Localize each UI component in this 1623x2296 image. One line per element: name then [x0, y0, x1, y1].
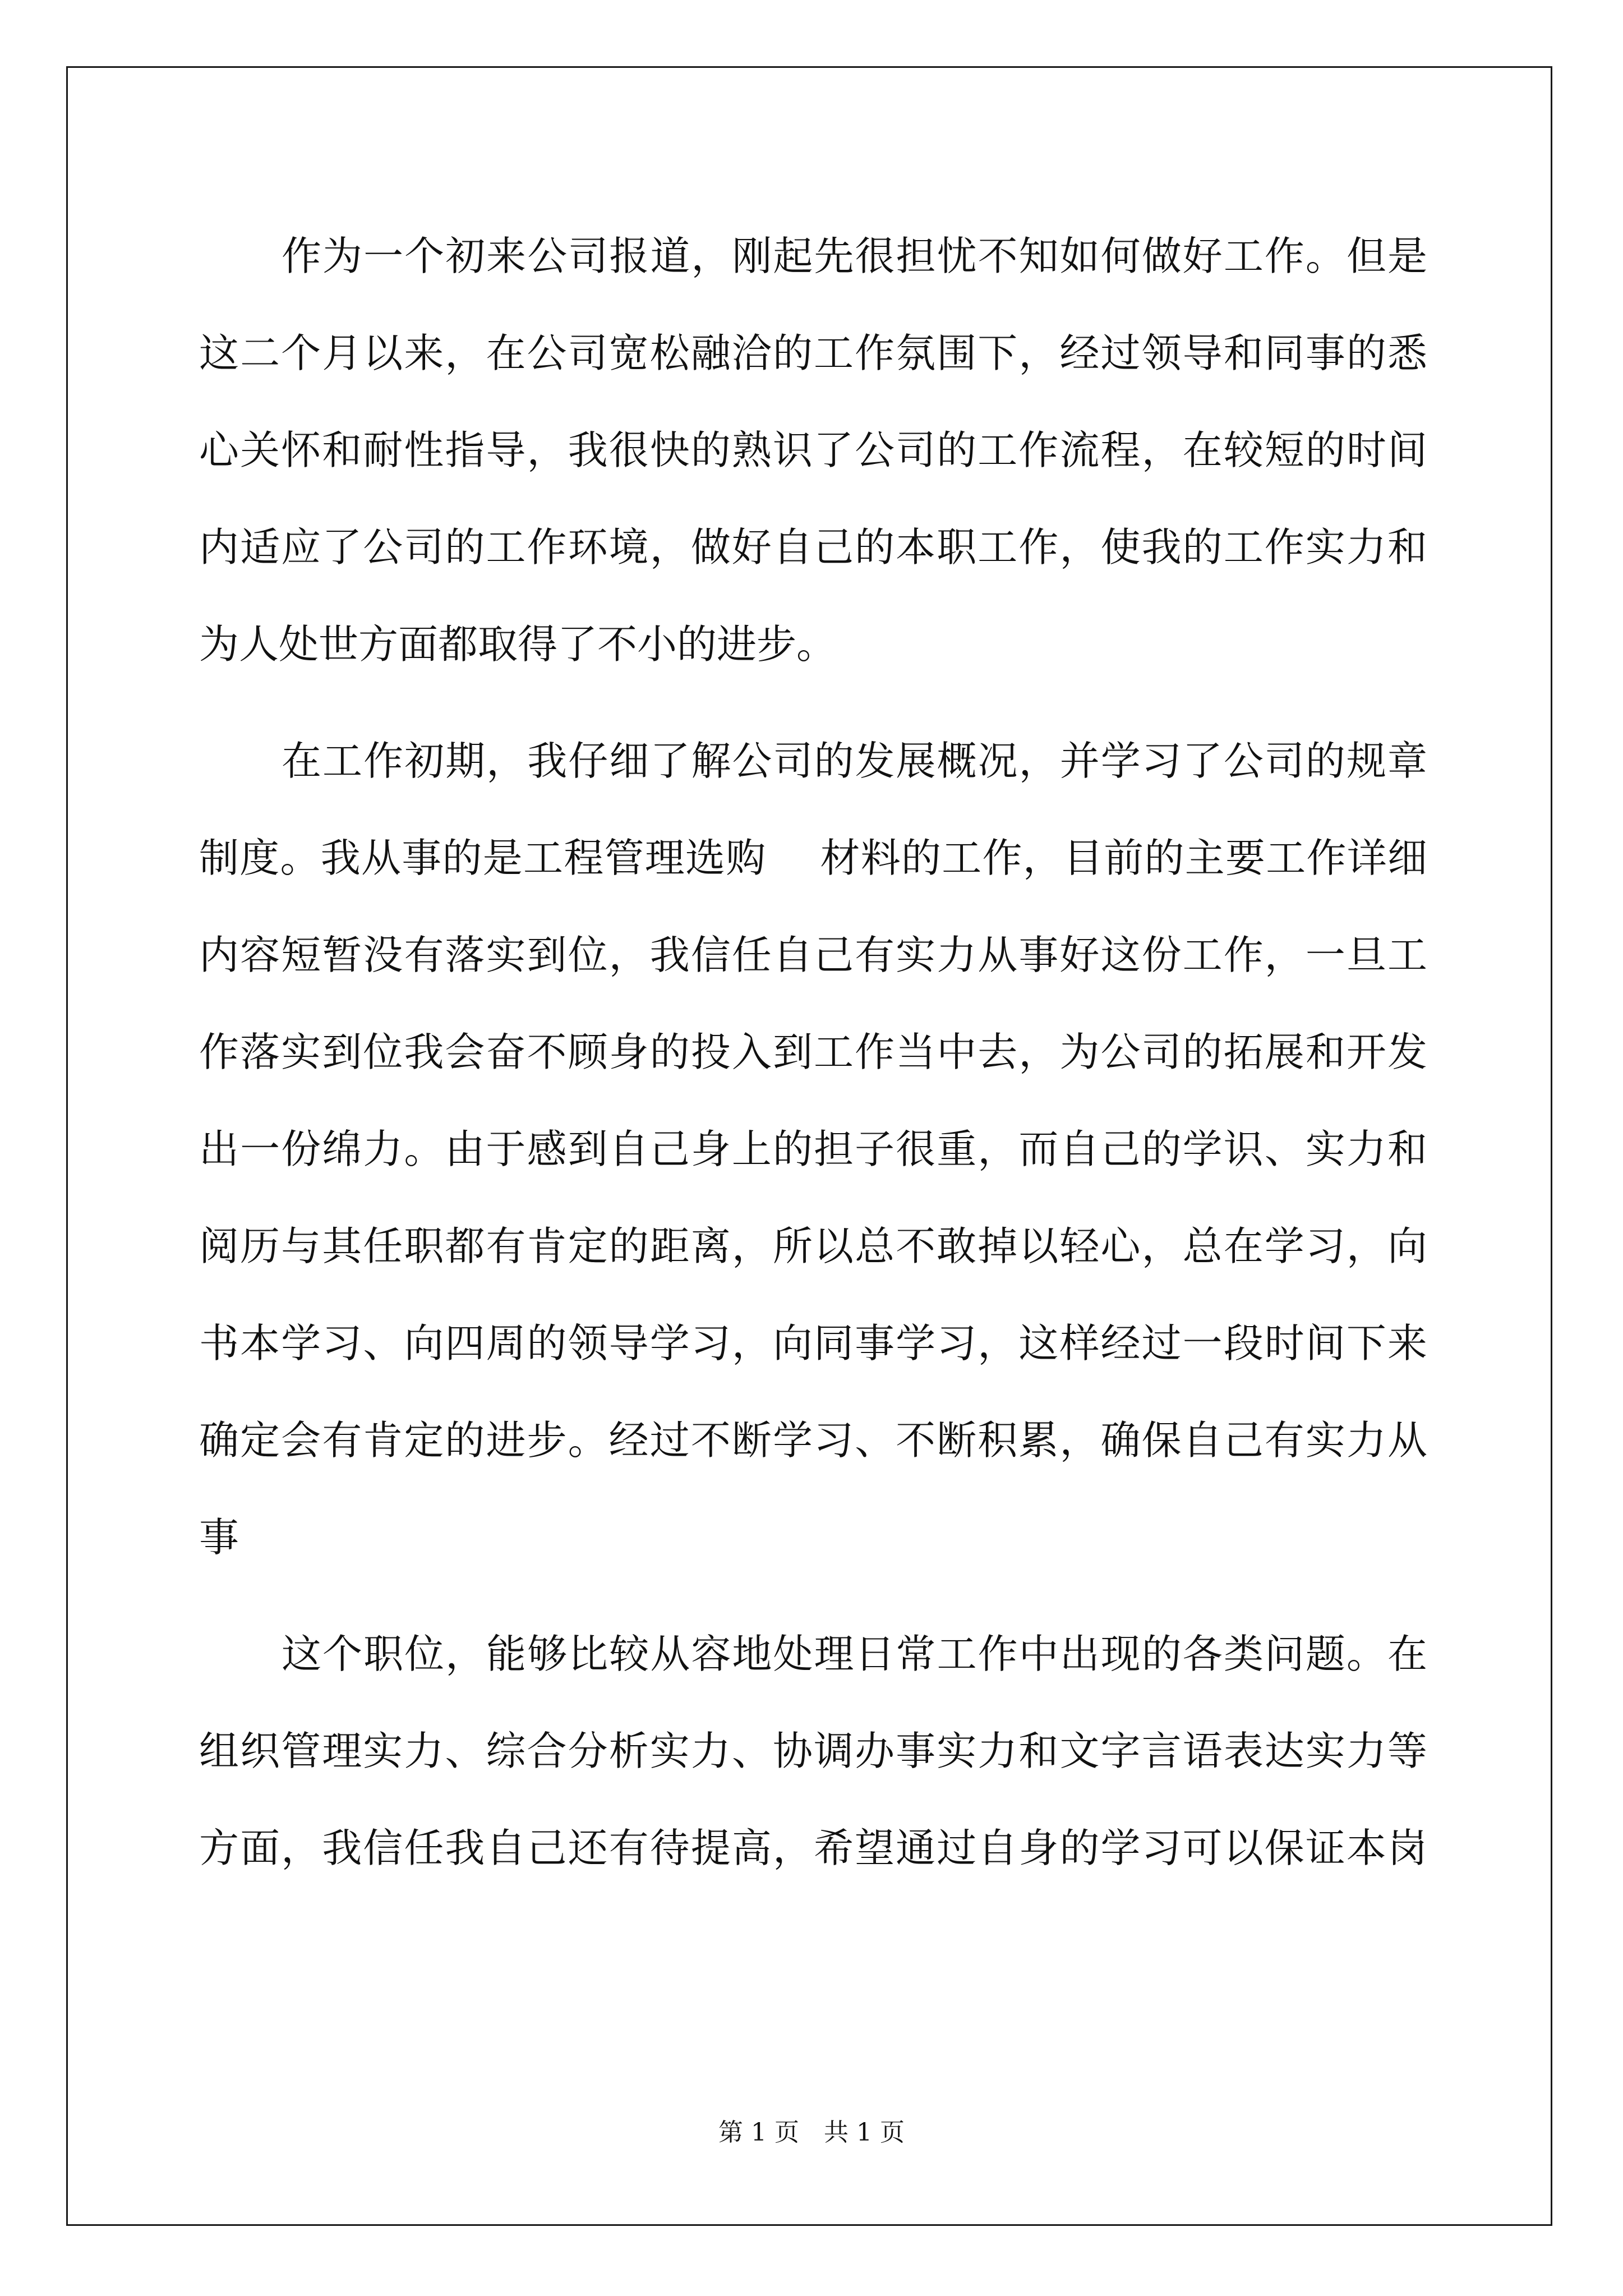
- text-line: 出一份绵力。由于感到自己身上的担子很重，而自己的学识、实力和: [199, 1126, 1427, 1172]
- document-body: [199, 208, 1427, 1897]
- paragraph-gap: [199, 1586, 1427, 1605]
- text-line: 为人处世方面都取得了不小的进步。: [199, 621, 837, 668]
- text-line: 这二个月以来，在公司宽松融洽的工作氛围下，经过领导和同事的悉: [199, 330, 1427, 376]
- text-line: 内容短暂没有落实到位，我信任自己有实力从事好这份工作，一旦工: [199, 932, 1427, 978]
- paragraph-3: [199, 1605, 1427, 1897]
- text-line: 心关怀和耐性指导，我很快的熟识了公司的工作流程，在较短的时间: [199, 427, 1427, 473]
- text-line: 这个职位，能够比较从容地处理日常工作中出现的各类问题。在: [282, 1631, 1427, 1677]
- page-number-footer: 第 1 页 共 1 页: [718, 2118, 905, 2147]
- paragraph-2: [199, 712, 1427, 1586]
- text-line: 确定会有肯定的进步。经过不断学习、不断积累，确保自己有实力从: [199, 1417, 1427, 1464]
- text-line: 内适应了公司的工作环境，做好自己的本职工作，使我的工作实力和: [199, 524, 1427, 570]
- paragraph-1: [199, 208, 1427, 693]
- paragraph-gap: [199, 693, 1427, 712]
- text-line: 阅历与其任职都有肯定的距离，所以总不敢掉以轻心，总在学习，向: [199, 1223, 1427, 1269]
- text-line: 制度。我从事的是工程管理选购 材料的工作，目前的主要工作详细: [199, 835, 1427, 881]
- text-line: 作为一个初来公司报道，刚起先很担忧不知如何做好工作。但是: [282, 233, 1427, 279]
- text-line: 在工作初期，我仔细了解公司的发展概况，并学习了公司的规章: [282, 738, 1427, 784]
- text-line: 方面，我信任我自己还有待提高，希望通过自身的学习可以保证本岗: [199, 1825, 1427, 1871]
- text-line: 作落实到位我会奋不顾身的投入到工作当中去，为公司的拓展和开发: [199, 1029, 1427, 1075]
- text-line: 事: [199, 1514, 239, 1561]
- text-line: 书本学习、向四周的领导学习，向同事学习，这样经过一段时间下来: [199, 1320, 1427, 1366]
- text-line: 组织管理实力、综合分析实力、协调办事实力和文字言语表达实力等: [199, 1728, 1427, 1774]
